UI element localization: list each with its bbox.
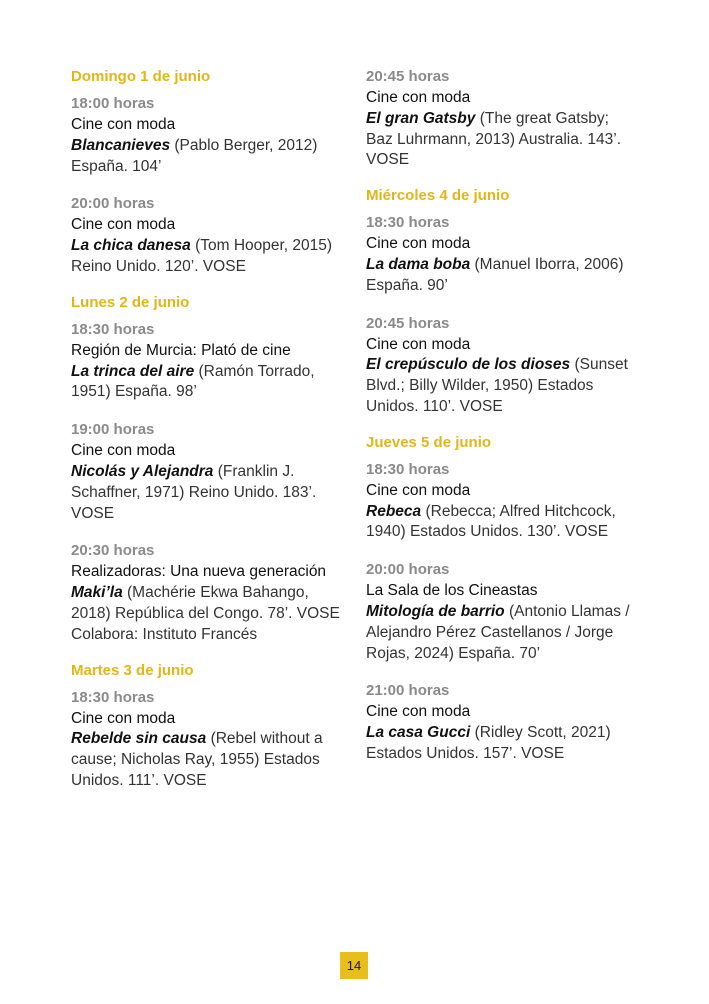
film-title: Mitología de barrio: [366, 602, 505, 620]
screening-entry: [366, 66, 638, 171]
screening-entry: [71, 193, 343, 277]
screening-description: [71, 362, 343, 404]
screening-series: Cine con moda: [71, 116, 176, 133]
day-heading: Domingo 1 de junio: [71, 68, 211, 85]
film-title: Rebeca: [366, 502, 422, 520]
screening-description: [71, 729, 343, 791]
film-title: Nicolás y Alejandra: [71, 462, 214, 480]
screening-time: 18:30 horas: [366, 214, 450, 232]
screening-description: [366, 109, 638, 171]
screening-description: [71, 136, 343, 178]
left-column: [71, 66, 343, 806]
screening-series: Cine con moda: [366, 481, 471, 499]
screening-entry: [71, 419, 343, 524]
screening-time: 18:30 horas: [366, 460, 450, 478]
film-title: La trinca del aire: [71, 362, 195, 380]
film-title: Blancanieves: [71, 136, 171, 154]
film-details: (Tom Hooper, 2015) Reino Unido. 120’. VOSE: [71, 237, 333, 275]
screening-series: Cine con moda: [71, 216, 176, 234]
film-details: (The great Gatsby; Baz Luhrmann, 2013) Australia. 143’. VOSE: [366, 109, 622, 169]
screening-description: [71, 583, 343, 625]
screening-series: Realizadoras: Una nueva generación: [71, 563, 327, 581]
film-title: La casa Gucci: [366, 724, 471, 742]
screening-description: [366, 355, 638, 417]
film-details: (Ridley Scott, 2021) Estados Unidos. 157’. VOSE: [366, 724, 611, 762]
screening-time: 20:30 horas: [71, 542, 155, 560]
film-title: El gran Gatsby: [366, 109, 476, 127]
film-title: Maki’la: [71, 584, 123, 602]
screening-series: Cine con moda: [366, 235, 471, 253]
screening-time: 21:00 horas: [366, 682, 450, 700]
film-details: (Rebel without a cause; Nicholas Ray, 1955) Estados Unidos. 111’. VOSE: [71, 730, 323, 789]
film-details: (Antonio Llamas / Alejandro Pérez Castellanos / Jorge Rojas, 2024) España. 70’: [366, 602, 630, 662]
film-details: (Rebecca; Alfred Hitchcock, 1940) Estados Unidos. 130’. VOSE: [366, 502, 616, 541]
screening-entry: [366, 459, 638, 543]
screening-entry: [366, 313, 638, 418]
screening-time: 20:00 horas: [71, 195, 155, 213]
page-number: 14: [346, 958, 362, 973]
film-details: (Manuel Iborra, 2006) España. 90’: [366, 255, 624, 294]
screening-time: 20:45 horas: [366, 68, 450, 85]
screening-time: 18:00 horas: [71, 95, 155, 112]
film-details: (Ramón Torrado, 1951) España. 98’: [71, 362, 315, 401]
screening-series: Cine con moda: [366, 89, 471, 106]
screening-description: [71, 462, 343, 524]
screening-description: [366, 602, 638, 664]
screening-description: [366, 723, 638, 765]
screening-time: 20:45 horas: [366, 314, 450, 332]
film-title: La dama boba: [366, 255, 471, 273]
day-heading: Martes 3 de junio: [71, 661, 194, 679]
screening-description: [71, 236, 343, 278]
screening-time: 18:30 horas: [71, 688, 155, 706]
screening-entry: [366, 559, 638, 664]
screening-series: Cine con moda: [366, 335, 471, 353]
screening-time: 18:30 horas: [71, 320, 155, 338]
film-details: (Sunset Blvd.; Billy Wilder, 1950) Estados Unidos. 110’. VOSE: [366, 356, 628, 415]
screening-entry: [366, 680, 638, 764]
screening-series: Región de Murcia: Plató de cine: [71, 341, 291, 359]
screening-time: 20:00 horas: [366, 561, 450, 579]
day-heading: Jueves 5 de junio: [366, 433, 492, 451]
film-details: (Franklin J. Schaffner, 1971) Reino Unido. 183’. VOSE: [71, 462, 317, 522]
right-column: [366, 66, 638, 779]
screening-series: La Sala de los Cineastas: [366, 582, 538, 600]
screening-time: 19:00 horas: [71, 421, 155, 439]
screening-description: [366, 502, 638, 544]
screening-entry: [71, 540, 343, 645]
screening-entry: [71, 687, 343, 792]
day-heading: Miércoles 4 de junio: [366, 187, 510, 205]
screening-series: Cine con moda: [71, 442, 176, 460]
film-details: (Machérie Ekwa Bahango, 2018) República del Congo. 78’. VOSE: [71, 584, 340, 622]
screening-description: [366, 255, 638, 297]
screening-series: Cine con moda: [71, 709, 176, 727]
film-title: Rebelde sin causa: [71, 730, 207, 748]
film-details: (Pablo Berger, 2012) España. 104’: [71, 136, 318, 175]
page-number-badge: [340, 952, 368, 979]
film-title: El crepúsculo de los dioses: [366, 356, 571, 374]
day-heading: Lunes 2 de junio: [71, 293, 190, 311]
screening-entry: [71, 93, 343, 177]
screening-series: Cine con moda: [366, 703, 471, 721]
screening-entry: [366, 212, 638, 296]
screening-note: Colabora: Instituto Francés: [71, 625, 258, 643]
film-title: La chica danesa: [71, 237, 191, 255]
screening-entry: [71, 319, 343, 403]
